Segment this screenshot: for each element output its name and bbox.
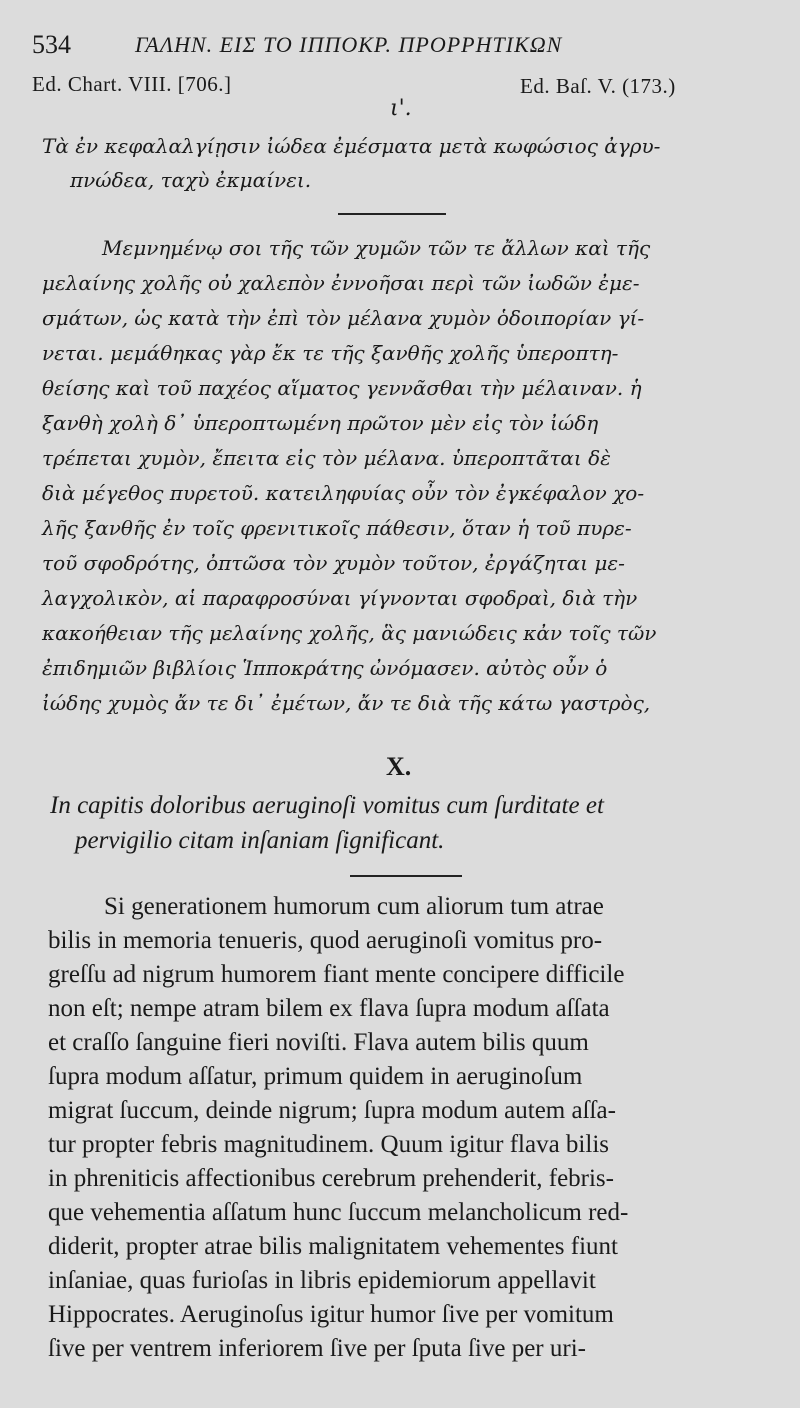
latin-lemma-line: pervigilio citam inſaniam ſignificant. [75, 827, 445, 854]
greek-commentary-line: ξανθὴ χολὴ δ᾽ ὑπεροπτωμένη πρῶτον μὲν εἰς τὸν ἰώδη [42, 411, 599, 435]
latin-section-numeral: X. [386, 752, 412, 781]
latin-commentary-line: non eſt; nempe atram bilem ex flava ſupra modum aſſata [48, 995, 610, 1022]
section-rule [338, 213, 446, 215]
greek-commentary-line: μελαίνης χολῆς οὐ χαλεπὸν ἐννοῆσαι περὶ τῶν ἰωδῶν ἐμε- [42, 271, 640, 295]
latin-commentary-line: Hippocrates. Aeruginoſus igitur humor ſive per vomitum [48, 1301, 614, 1328]
greek-commentary-line: ἐπιδημιῶν βιβλίοις Ἱπποκράτης ὠνόμασεν. αὐτὸς οὖν ὁ [42, 656, 608, 680]
greek-commentary-line: νεται. μεμάθηκας γὰρ ἔκ τε τῆς ξανθῆς χολῆς ὑπεροπτη- [42, 341, 619, 365]
greek-commentary-line: ἰώδης χυμὸς ἄν τε δι᾽ ἐμέτων, ἄν τε διὰ τῆς κάτω γαστρὸς, [42, 691, 651, 715]
greek-lemma-line: Τὰ ἐν κεφαλαλγίῃσιν ἰώδεα ἐμέσματα μετὰ κωφώσιος ἀγρυ- [42, 134, 661, 158]
greek-commentary-line: τρέπεται χυμὸν, ἔπειτα εἰς τὸν μέλανα. ὑπεροπτᾶται δὲ [42, 446, 611, 470]
latin-commentary-line: Si generationem humorum cum aliorum tum atrae [104, 893, 604, 920]
greek-commentary-line: κακοήθειαν τῆς μελαίνης χολῆς, ἃς μανιώδεις κἀν τοῖς τῶν [42, 621, 657, 645]
greek-commentary-line: τοῦ σφοδρότης, ὀπτῶσα τὸν χυμὸν τοῦτον, ἐργάζηται με- [42, 551, 625, 575]
latin-commentary-line: in phreniticis affectionibus cerebrum prehenderit, febris- [48, 1165, 614, 1192]
greek-commentary-line: διὰ μέγεθος πυρετοῦ. κατειληφυίας οὖν τὸν ἐγκέφαλον χο- [42, 481, 645, 505]
latin-commentary-line: ſupra modum aſſatur, primum quidem in aeruginoſum [48, 1063, 583, 1090]
edition-chart: Ed. Chart. VIII. [706.] [32, 72, 232, 96]
latin-commentary-line: migrat ſuccum, deinde nigrum; ſupra modum autem aſſa- [48, 1097, 616, 1124]
greek-commentary-line: θείσης καὶ τοῦ παχέος αἵματος γεννᾶσθαι τὴν μέλαιναν. ἡ [42, 376, 642, 400]
running-title: ΓΑΛΗΝ. ΕΙΣ ΤΟ ΙΠΠΟΚΡ. ΠΡΟΡΡΗΤΙΚΩΝ [135, 32, 563, 57]
latin-commentary-line: ſive per ventrem inferiorem ſive per ſputa ſive per uri- [48, 1335, 586, 1362]
greek-commentary-line: λαγχολικὸν, αἱ παραφροσύναι γίγνονται σφοδραὶ, διὰ τὴν [42, 586, 638, 610]
latin-commentary-line: bilis in memoria tenueris, quod aeruginoſi vomitus pro- [48, 927, 603, 954]
greek-lemma-line: πνώδεα, ταχὺ ἐκμαίνει. [70, 168, 312, 192]
greek-commentary-line: λῆς ξανθῆς ἐν τοῖς φρενιτικοῖς πάθεσιν, ὅταν ἡ τοῦ πυρε- [42, 516, 632, 540]
latin-lemma-line: In capitis doloribus aeruginoſi vomitus cum ſurditate et [50, 792, 604, 819]
latin-commentary-line: que vehementia aſſatum hunc ſuccum melancholicum red- [48, 1199, 629, 1226]
latin-commentary-line: inſaniae, quas furioſas in libris epidemiorum appellavit [48, 1267, 596, 1294]
latin-commentary-line: greſſu ad nigrum humorem fiant mente concipere difficile [48, 961, 625, 988]
edition-bas: Ed. Baſ. V. (173.) [520, 74, 676, 98]
greek-commentary-line: Μεμνημένῳ σοι τῆς τῶν χυμῶν τῶν τε ἄλλων καὶ τῆς [102, 236, 651, 260]
greek-section-numeral: ι'. [390, 96, 412, 121]
page-number: 534 [32, 30, 71, 59]
section-rule [350, 875, 462, 877]
greek-commentary-line: σμάτων, ὡς κατὰ τὴν ἐπὶ τὸν μέλανα χυμὸν ὁδοιπορίαν γί- [42, 306, 645, 330]
latin-commentary-line: diderit, propter atrae bilis malignitatem vehementes fiunt [48, 1233, 618, 1260]
latin-commentary-line: tur propter febris magnitudinem. Quum igitur flava bilis [48, 1131, 609, 1158]
latin-commentary-line: et craſſo ſanguine fieri noviſti. Flava autem bilis quum [48, 1029, 589, 1056]
